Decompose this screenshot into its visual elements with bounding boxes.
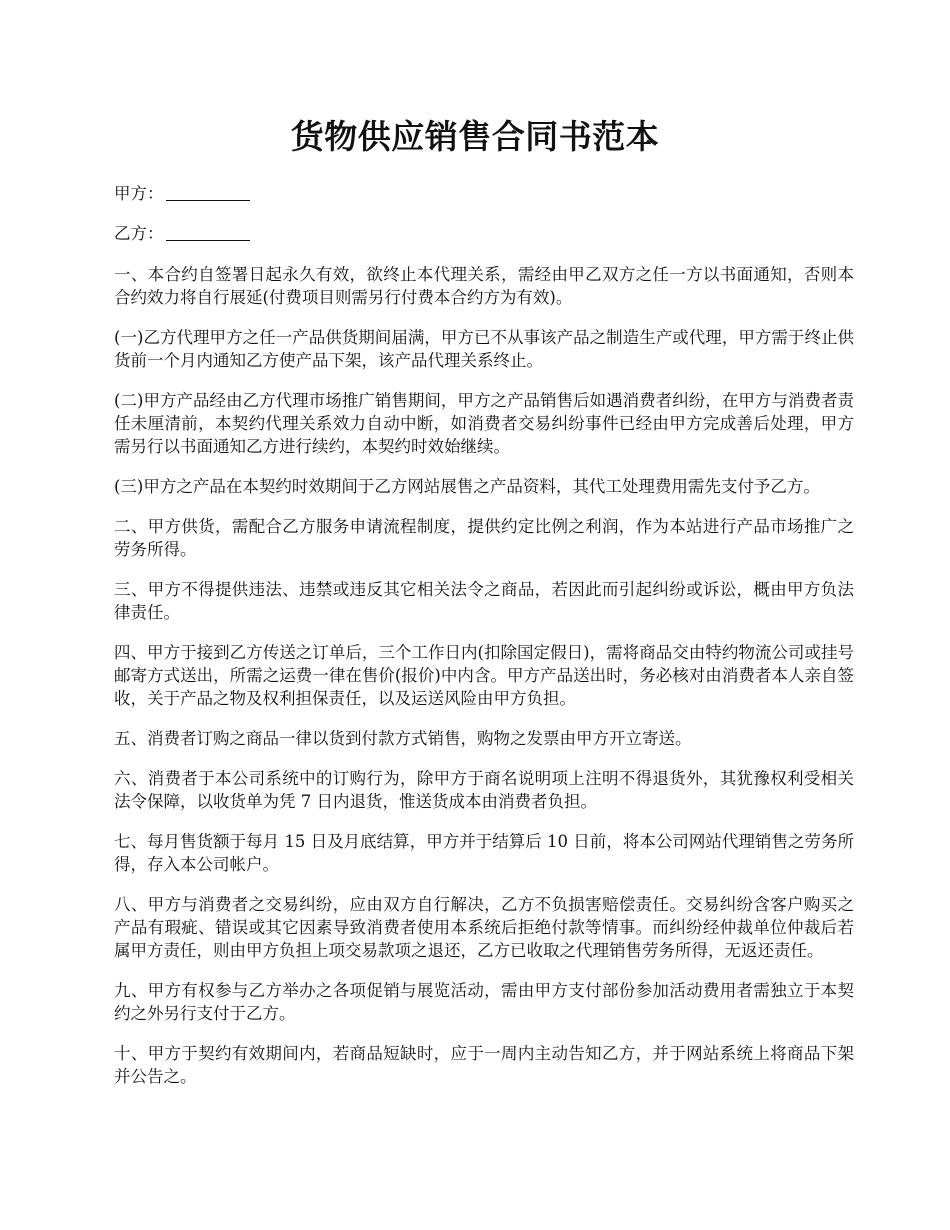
clause-2: 二、甲方供货，需配合乙方服务申请流程制度，提供约定比例之利润，作为本站进行产品市场推广之劳务所得。 [114, 517, 854, 559]
clause-4: 四、甲方于接到乙方传送之订单后，三个工作日内(扣除国定假日)，需将商品交由特约物流公司或挂号邮寄方式送出，所需之运费一律在售价(报价)中内含。甲方产品送出时，务必核对由消费者本人亲自签收，关于产品之物及权利担保责任，以及运送风险由甲方负担。 [114, 643, 854, 708]
party-a-label: 甲方： [114, 184, 164, 203]
clause-10: 十、甲方于契约有效期间内，若商品短缺时，应于一周内主动告知乙方，并于网站系统上将商品下架并公告之。 [114, 1044, 854, 1086]
clause-1-sub-1: (一)乙方代理甲方之任一产品供货期间届满，甲方已不从事该产品之制造生产或代理，甲方需于终止供货前一个月内通知乙方使产品下架，该产品代理关系终止。 [114, 328, 854, 370]
party-b-label: 乙方： [114, 224, 164, 243]
clause-1-sub-2: (二)甲方产品经由乙方代理市场推广销售期间，甲方之产品销售后如遇消费者纠纷，在甲方与消费者责任未厘清前，本契约代理关系效力自动中断，如消费者交易纠纷事件已经由甲方完成善后处理，甲方需另行以书面通知乙方进行续约，本契约时效始继续。 [114, 391, 854, 456]
party-a-blank [166, 184, 250, 201]
clause-1: 一、本合约自签署日起永久有效，欲终止本代理关系，需经由甲乙双方之任一方以书面通知，否则本合约效力将自行展延(付费项目则需另行付费本合约方为有效)。 [114, 265, 854, 307]
clause-list [114, 263, 854, 1105]
clause-1-sub-3: (三)甲方之产品在本契约时效期间于乙方网站展售之产品资料，其代工处理费用需先支付予乙方。 [114, 477, 820, 496]
clause-3: 三、甲方不得提供违法、违禁或违反其它相关法令之商品，若因此而引起纠纷或诉讼，概由甲方负法律责任。 [114, 580, 854, 622]
party-b-blank [166, 224, 250, 241]
party-b-line [114, 222, 250, 246]
clause-9: 九、甲方有权参与乙方举办之各项促销与展览活动，需由甲方支付部份参加活动费用者需独立于本契约之外另行支付于乙方。 [114, 981, 854, 1023]
clause-8: 八、甲方与消费者之交易纠纷，应由双方自行解决，乙方不负损害赔偿责任。交易纠纷含客户购买之产品有瑕疵、错误或其它因素导致消费者使用本系统后拒绝付款等情事。而纠纷经仲裁单位仲裁后若属甲方责任，则由甲方负担上项交易款项之退还，乙方已收取之代理销售劳务所得，无返还责任。 [114, 895, 854, 960]
clause-6: 六、消费者于本公司系统中的订购行为，除甲方于商名说明项上注明不得退货外，其犹豫权利受相关法令保障，以收货单为凭 7 日内退货，惟送货成本由消费者负担。 [114, 769, 854, 811]
document-title: 货物供应销售合同书范本 [290, 117, 660, 156]
clause-5: 五、消费者订购之商品一律以货到付款方式销售，购物之发票由甲方开立寄送。 [114, 729, 692, 748]
party-a-line [114, 182, 250, 206]
clause-7: 七、每月售货额于每月 15 日及月底结算，甲方并于结算后 10 日前，将本公司网站代理销售之劳务所得，存入本公司帐户。 [114, 832, 854, 874]
